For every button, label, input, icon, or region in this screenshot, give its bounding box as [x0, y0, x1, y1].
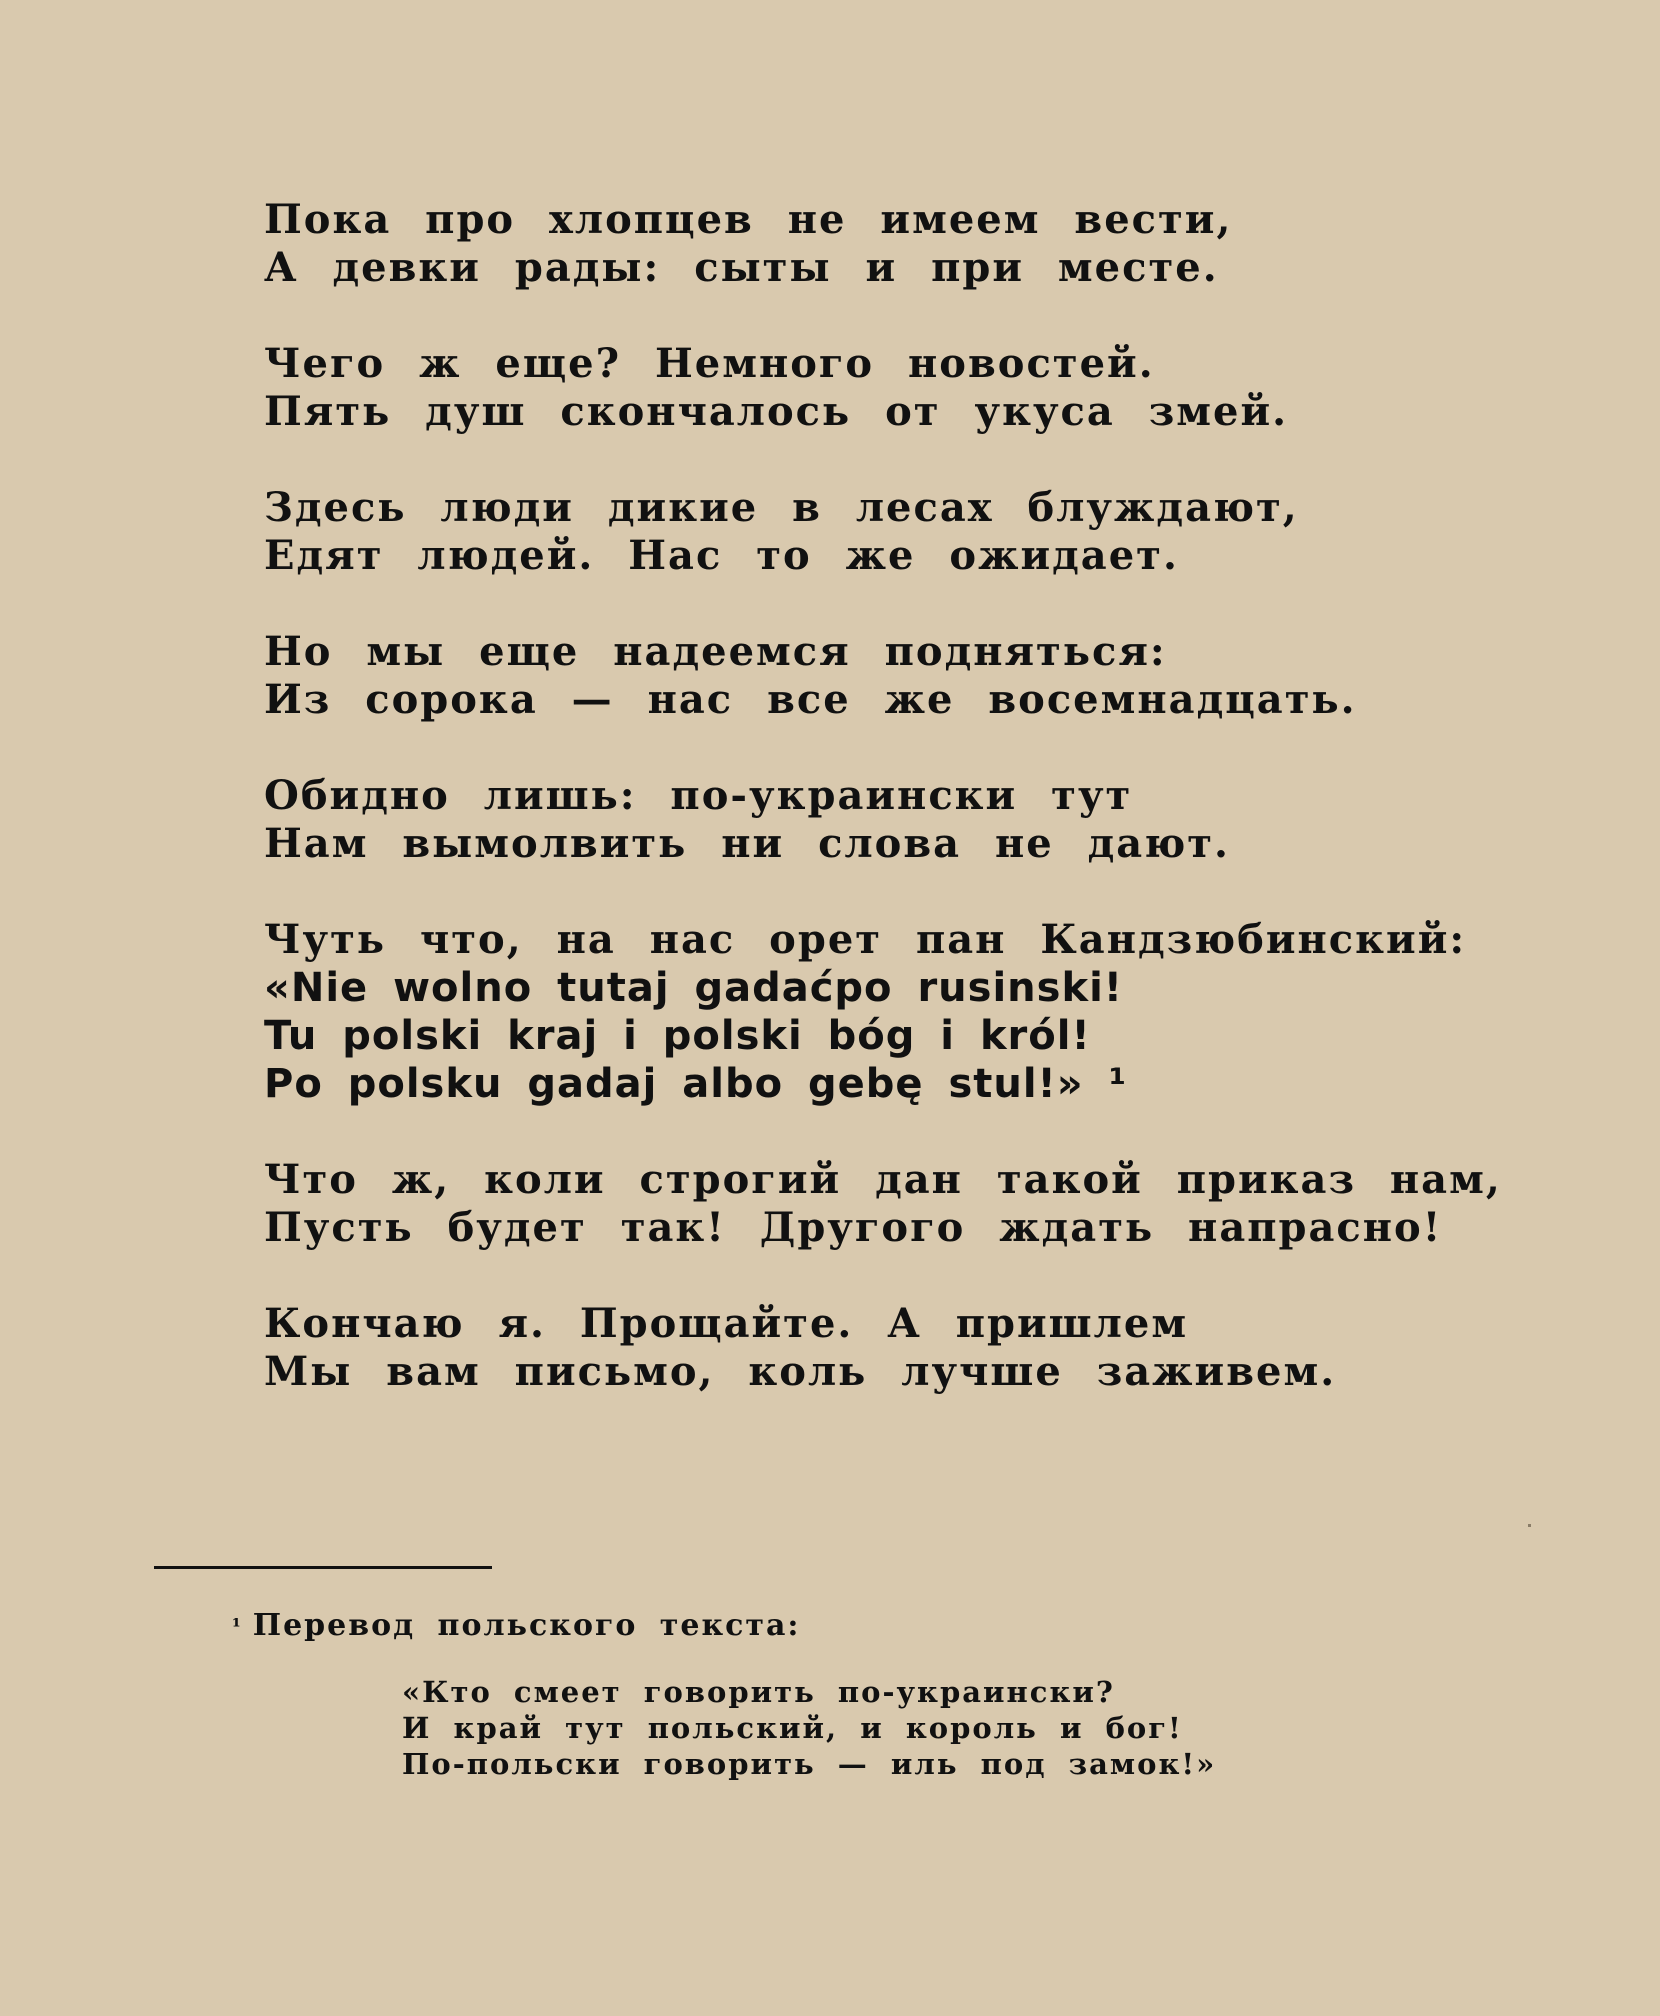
stanza-4 [264, 628, 1544, 724]
poem-line: Пока про хлопцев не имеем вести, [264, 196, 1233, 243]
paper-speck [1528, 1524, 1531, 1527]
stanza-7 [264, 1156, 1544, 1252]
poem-line: Из сорока — нас все же восемнадцать. [264, 676, 1357, 723]
stanza-5 [264, 772, 1544, 868]
poem-line: Что ж, коли строгий дан такой приказ нам, [264, 1156, 1502, 1203]
poem-line-polish: Po polsku gadaj albo gebę stul!» ¹ [264, 1061, 1128, 1107]
footnote-intro-text: Перевод польского текста: [252, 1608, 801, 1643]
poem-line: Обидно лишь: по-украински тут [264, 772, 1133, 819]
stanza-6 [264, 916, 1544, 1108]
poem [264, 196, 1544, 1444]
poem-line: Чего ж еще? Немного новостей. [264, 340, 1155, 387]
poem-line-polish: «Nie wolno tutaj gadaćpo rusinski! [264, 965, 1124, 1011]
footnote-mark: ¹ [232, 1614, 243, 1638]
footnote-intro-line [232, 1606, 1332, 1646]
stanza-2 [264, 340, 1544, 436]
footnote-translation [402, 1674, 1332, 1782]
stanza-1 [264, 196, 1544, 292]
poem-line: Но мы еще надеемся подняться: [264, 628, 1167, 675]
translation-line: По-польски говорить — иль под замок!» [402, 1747, 1217, 1781]
poem-line: Кончаю я. Прощайте. А пришлем [264, 1300, 1189, 1347]
poem-line: Едят людей. Нас то же ожидает. [264, 532, 1179, 579]
poem-line: Здесь люди дикие в лесах блуждают, [264, 484, 1299, 531]
stanza-8 [264, 1300, 1544, 1396]
poem-line: Мы вам письмо, коль лучше заживем. [264, 1348, 1337, 1395]
footnote-divider [154, 1566, 492, 1569]
stanza-3 [264, 484, 1544, 580]
poem-line: Пусть будет так! Другого ждать напрасно! [264, 1204, 1443, 1251]
poem-line-polish: Tu polski kraj i polski bóg i król! [264, 1013, 1091, 1059]
poem-line: Чуть что, на нас орет пан Кандзюбинский: [264, 916, 1467, 963]
translation-line: «Кто смеет говорить по-украински? [402, 1675, 1115, 1709]
poem-line: Пять душ скончалось от укуса змей. [264, 388, 1289, 435]
poem-line: А девки рады: сыты и при месте. [264, 244, 1219, 291]
poem-line: Нам вымолвить ни слова не дают. [264, 820, 1230, 867]
footnote [232, 1606, 1332, 1782]
translation-line: И край тут польский, и король и бог! [402, 1711, 1183, 1745]
